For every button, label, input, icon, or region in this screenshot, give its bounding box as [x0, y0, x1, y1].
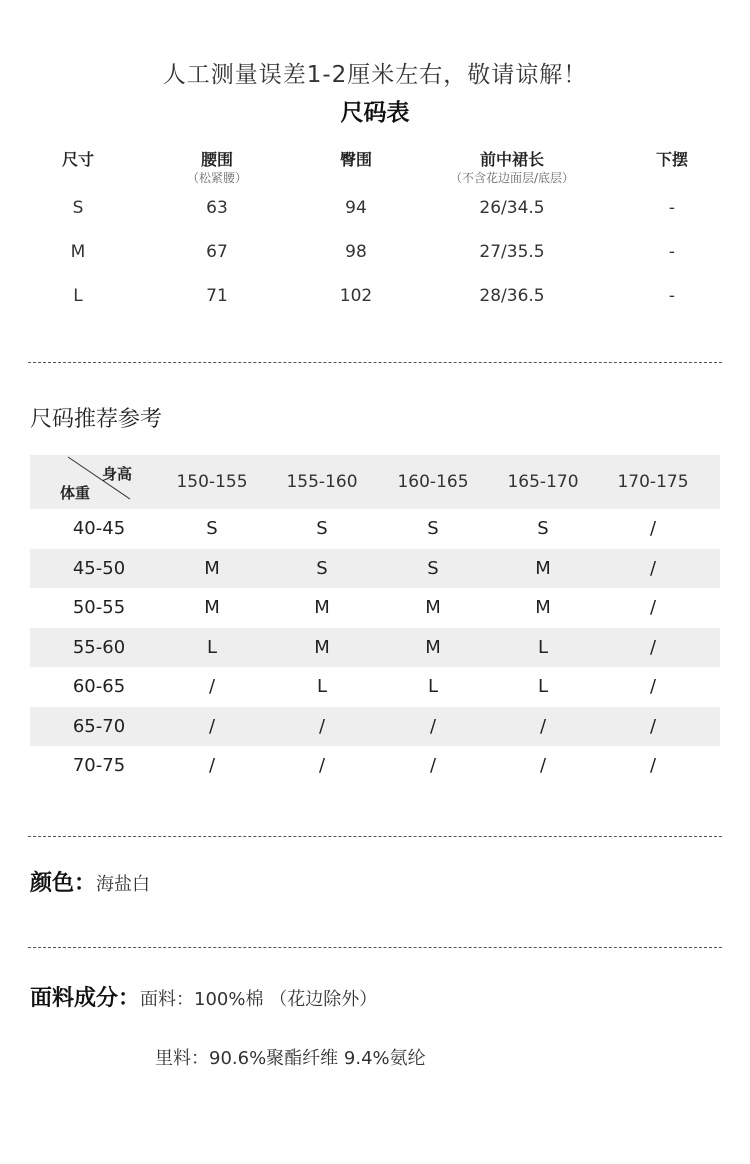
- section-divider: [28, 836, 722, 837]
- size-table-title: 尺码表: [340, 100, 410, 126]
- fabric-info: [30, 981, 377, 1012]
- hip-cell: 98: [345, 242, 367, 262]
- height-header: 150-155: [176, 472, 248, 492]
- size-recommend-cell: S: [316, 557, 328, 579]
- size-recommend-cell: /: [208, 755, 216, 776]
- height-header: 160-165: [397, 472, 469, 492]
- corner-cell: [30, 455, 140, 509]
- header-waist-sub: （松紧腰）: [186, 171, 247, 185]
- size-recommend-cell: S: [206, 518, 218, 539]
- recommend-row: [30, 549, 720, 589]
- recommend-row: [30, 628, 720, 668]
- waist-cell: 67: [206, 242, 228, 262]
- color-info: [30, 866, 150, 897]
- size-cell: S: [72, 198, 84, 218]
- fabric-lining: 里料：90.6%聚酯纤维 9.4%氨纶: [155, 1048, 426, 1069]
- header-hem-label: 下摆: [655, 150, 688, 169]
- hem-cell: -: [668, 242, 676, 262]
- size-recommend-cell: M: [204, 557, 220, 579]
- color-label: 颜色：: [30, 871, 97, 896]
- height-header: 165-170: [507, 472, 579, 492]
- corner-weight-label: 体重: [60, 484, 91, 502]
- weight-cell: 65-70: [72, 715, 126, 737]
- front-length-cell: 26/34.5: [479, 198, 545, 218]
- size-recommend-cell: /: [539, 715, 547, 737]
- size-recommend-cell: M: [535, 557, 551, 579]
- size-table: [18, 150, 732, 328]
- size-recommend-cell: /: [649, 676, 657, 697]
- size-recommend-cell: /: [429, 715, 437, 737]
- size-recommend-cell: /: [208, 715, 216, 737]
- header-size-label: 尺寸: [61, 150, 94, 169]
- front-length-cell: 27/35.5: [479, 242, 545, 262]
- header-hip-label: 臀围: [339, 150, 372, 169]
- weight-cell: 60-65: [72, 676, 126, 697]
- notice-text: 人工测量误差1-2厘米左右，敬请谅解！: [162, 62, 588, 88]
- size-recommend-cell: /: [318, 755, 326, 776]
- height-header: 170-175: [617, 472, 689, 492]
- size-recommend-cell: S: [316, 518, 328, 539]
- size-recommend-cell: S: [427, 557, 439, 579]
- header-waist-label: 腰围: [200, 150, 233, 169]
- hem-cell: -: [668, 286, 676, 306]
- size-recommend-cell: /: [649, 636, 657, 658]
- fabric-outer: 面料：100%棉 （花边除外）: [140, 989, 378, 1010]
- size-recommend-cell: /: [649, 557, 657, 579]
- size-recommend-cell: M: [314, 597, 330, 618]
- size-recommend-table: [30, 455, 720, 786]
- size-recommend-cell: /: [649, 715, 657, 737]
- weight-cell: 70-75: [72, 755, 126, 776]
- size-recommend-cell: M: [314, 636, 330, 658]
- size-recommend-cell: M: [204, 597, 220, 618]
- size-cell: M: [70, 242, 86, 262]
- size-recommend-cell: L: [316, 676, 328, 697]
- header-front-length-label: 前中裙长: [479, 150, 544, 169]
- weight-cell: 40-45: [72, 518, 126, 539]
- fabric-label: 面料成分：: [30, 986, 141, 1011]
- header-waist: [167, 150, 267, 186]
- waist-cell: 63: [206, 198, 228, 218]
- front-length-cell: 28/36.5: [479, 286, 545, 306]
- size-recommend-cell: /: [208, 676, 216, 697]
- header-size: [38, 150, 118, 170]
- size-recommend-cell: /: [318, 715, 326, 737]
- waist-cell: 71: [206, 286, 228, 306]
- size-recommend-cell: /: [649, 597, 657, 618]
- size-recommend-cell: S: [427, 518, 439, 539]
- header-hip: [316, 150, 396, 170]
- weight-cell: 55-60: [72, 636, 126, 658]
- size-recommend-cell: S: [537, 518, 549, 539]
- size-row: [18, 284, 732, 328]
- section-divider: [28, 947, 722, 948]
- recommend-row: [30, 588, 720, 628]
- section-divider: [28, 362, 722, 363]
- size-recommend-cell: L: [537, 636, 549, 658]
- size-recommend-cell: /: [429, 755, 437, 776]
- size-cell: L: [73, 286, 83, 306]
- size-recommend-cell: L: [206, 636, 218, 658]
- size-row: [18, 240, 732, 284]
- hip-cell: 102: [339, 286, 373, 306]
- size-row: [18, 196, 732, 240]
- color-value: 海盐白: [96, 874, 151, 895]
- size-recommend-cell: /: [539, 755, 547, 776]
- hip-cell: 94: [345, 198, 367, 218]
- hem-cell: -: [668, 198, 676, 218]
- weight-cell: 50-55: [72, 597, 126, 618]
- size-recommend-cell: M: [535, 597, 551, 618]
- recommend-header: [30, 455, 720, 509]
- size-recommend-cell: M: [425, 636, 441, 658]
- recommend-title: 尺码推荐参考: [30, 407, 163, 432]
- size-table-header: [18, 150, 732, 196]
- weight-cell: 45-50: [72, 557, 126, 579]
- recommend-row: [30, 746, 720, 786]
- size-recommend-cell: L: [427, 676, 439, 697]
- recommend-row: [30, 509, 720, 549]
- height-header: 155-160: [286, 472, 358, 492]
- size-recommend-cell: M: [425, 597, 441, 618]
- header-front-length: [422, 150, 602, 186]
- corner-height-label: 身高: [101, 465, 132, 483]
- size-recommend-cell: /: [649, 518, 657, 539]
- size-recommend-cell: L: [537, 676, 549, 697]
- header-front-length-sub: （不含花边面层/底层）: [449, 171, 575, 185]
- header-hem: [632, 150, 712, 170]
- recommend-row: [30, 707, 720, 747]
- size-recommend-cell: /: [649, 755, 657, 776]
- recommend-row: [30, 667, 720, 707]
